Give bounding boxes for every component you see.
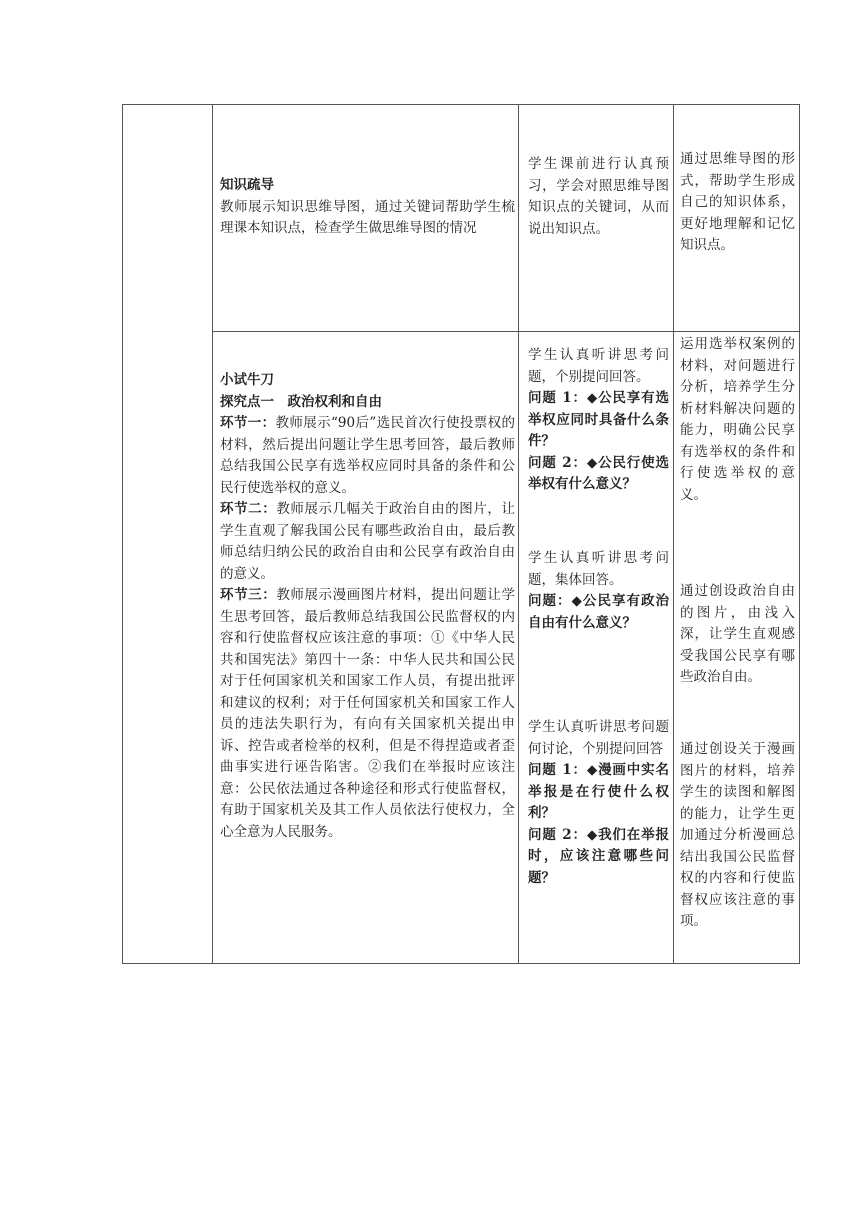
student-block1-text: 学生认真听讲思考问题，个别提问回答。	[528, 347, 669, 385]
student-block2-text: 学生认真听讲思考问题，集体回答。	[528, 550, 669, 588]
section-title: 小试牛刀	[220, 372, 274, 388]
student-block3-question1: 问题 1：◆漫画中实名举报是在行使什么权利？	[528, 762, 669, 821]
link1-paragraph	[220, 413, 515, 499]
student-block1-question2: 问题 2：◆公民行使选举权有什么意义？	[528, 454, 669, 492]
content-text: 教师展示知识思维导图，通过关键词帮助学生梳理课本知识点，检查学生做思维导图的情况	[220, 198, 515, 236]
student-block3-question2: 问题 2：◆我们在举报时，应该注意哪些问题？	[528, 826, 669, 886]
row2-intent-block1	[680, 334, 795, 506]
link2-label: 环节二：	[220, 501, 277, 517]
column-divider	[518, 105, 519, 963]
row1-student-cell	[528, 154, 669, 240]
row2-content-cell	[220, 370, 515, 843]
link1-text: 教师展示“90后”选民首次行使投票权的材料，然后提出问题让学生思考回答，最后教师总结我国公民享有选举权应同时具备的条件和公民行使选举权的意义。	[220, 415, 516, 496]
student-text: 学生课前进行认真预习，学会对照思维导图知识点的关键词，从而说出知识点。	[528, 156, 669, 237]
row2-student-block2	[528, 548, 669, 634]
student-block2-question: 问题：◆公民享有政治自由有什么意义？	[528, 593, 669, 631]
link3-paragraph	[220, 585, 515, 843]
row-divider	[212, 331, 799, 332]
intent-block1-text: 运用选举权案例的材料，对问题进行分析，培养学生分析材料解决问题的能力，明确公民享有选举权的条件和行使选举权的意义。	[680, 336, 795, 503]
intent-text: 通过思维导图的形式，帮助学生形成自己的知识体系，更好地理解和记忆知识点。	[680, 151, 795, 253]
lesson-table	[122, 104, 800, 964]
student-block3-text: 学生认真听讲思考问题何讨论，个别提问回答	[528, 719, 669, 757]
intent-block3-text: 通过创设关于漫画图片的材料，培养学生的读图和解图的能力，让学生更加通过分析漫画总结出我国公民监督权的内容和行使监督权应该注意的事项。	[680, 741, 795, 929]
intent-block2-text: 通过创设政治自由的图片，由浅入深，让学生直观感受我国公民享有哪些政治自由。	[680, 583, 795, 685]
content-title: 知识疏导	[220, 177, 274, 193]
column-divider	[673, 105, 674, 963]
row2-intent-block2	[680, 581, 795, 689]
link2-paragraph	[220, 499, 515, 585]
link3-label: 环节三：	[220, 587, 277, 603]
row2-student-block3	[528, 717, 669, 889]
link1-label: 环节一：	[220, 415, 276, 431]
row2-student-block1	[528, 345, 669, 496]
row2-intent-block3	[680, 739, 795, 933]
student-block1-question1: 问题 1：◆公民享有选举权应同时具备什么条件？	[528, 390, 669, 449]
inquiry-title: 探究点一 政治权利和自由	[220, 393, 382, 410]
link2-text: 教师展示几幅关于政治自由的图片，让学生直观了解我国公民有哪些政治自由，最后教师总结归纳公民的政治自由和公民享有政治自由的意义。	[220, 501, 516, 582]
column-divider	[212, 105, 213, 963]
row1-intent-cell	[680, 149, 795, 257]
link3-text: 教师展示漫画图片材料，提出问题让学生思考回答，最后教师总结我国公民监督权的内容和行使监督权应该注意的事项：①《中华人民共和国宪法》第四十一条：中华人民共和国公民对于任何国家机关和国家工作人员，有提出批评和建议的权利；对于任何国家机关和国家工作人员的违法失职行为，有向有关国家机关提出申诉、控告或者检举的权利，但是不得捏造或者歪曲事实进行诬告陷害。②我们在举报时应该注意：公民依法通过各种途径和形式行使监督权，有助于国家机关及其工作人员依法行使权力，全心全意为人民服务。	[220, 587, 516, 840]
row1-content-cell	[220, 175, 515, 240]
